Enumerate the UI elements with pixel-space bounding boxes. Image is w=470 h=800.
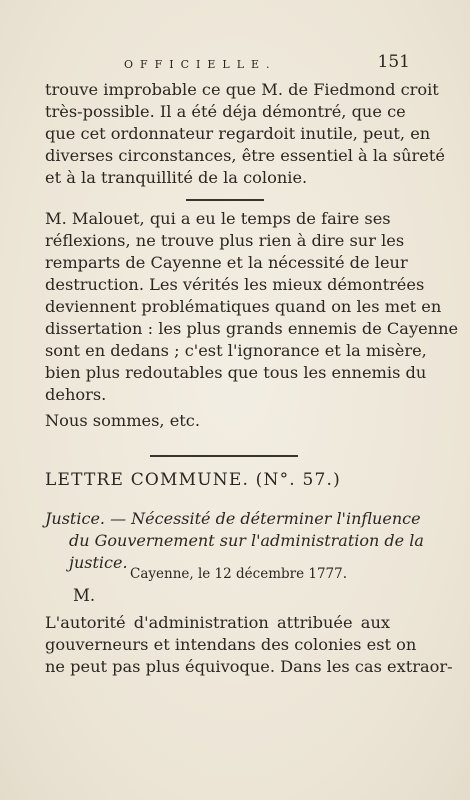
text-line: remparts de Cayenne et la nécessité de leur	[45, 253, 408, 272]
subject-line: Justice. — Nécessité de déterminer l'influence	[45, 509, 421, 528]
text-line: sont en dedans ; c'est l'ignorance et la misère,	[45, 341, 427, 360]
salutation: M.	[73, 586, 96, 605]
subject-line: justice.	[69, 553, 128, 572]
text-line: et à la tranquillité de la colonie.	[45, 168, 308, 187]
dateline: Cayenne, le 12 décembre 1777.	[130, 566, 348, 582]
text-line: L'autorité d'administration attribuée aux	[45, 613, 390, 632]
text-line: réflexions, ne trouve plus rien à dire sur les	[45, 231, 405, 250]
text-line: destruction. Les vérités les mieux démontrées	[45, 275, 425, 294]
text-line: que cet ordonnateur regardoit inutile, peut, en	[45, 124, 431, 143]
text-line: deviennent problématiques quand on les met en	[45, 297, 442, 316]
text-line: M. Malouet, qui a eu le temps de faire ses	[45, 209, 391, 228]
text-line: trouve improbable ce que M. de Fiedmond croit	[45, 80, 439, 99]
paragraph-2	[45, 208, 459, 406]
closing-formula	[45, 410, 390, 432]
text-line: diverses circonstances, être essentiel à la sûreté	[45, 146, 445, 165]
subject-line: du Gouvernement sur l'administration de la	[69, 531, 424, 550]
section-divider	[186, 199, 264, 201]
text-line: dissertation : les plus grands ennemis de Cayenne	[45, 319, 459, 338]
page-number: 151	[377, 52, 410, 72]
text-line: ne peut pas plus équivoque. Dans les cas extraor-	[45, 657, 453, 676]
running-title: OFFICIELLE.	[124, 58, 277, 71]
letter-heading: LETTRE COMMUNE. (N°. 57.)	[45, 470, 341, 490]
section-divider	[150, 455, 298, 457]
text-line: gouverneurs et intendans des colonies est on	[45, 635, 417, 654]
letter-subject	[45, 508, 424, 574]
text-line: dehors.	[45, 385, 107, 404]
page-header	[110, 52, 410, 72]
text-line: très-possible. Il a été déja démontré, que ce	[45, 102, 406, 121]
paragraph-3	[45, 612, 453, 678]
text-line: Nous sommes, etc.	[45, 411, 201, 430]
text-line: bien plus redoutables que tous les ennemis du	[45, 363, 427, 382]
paragraph-1	[45, 79, 445, 189]
